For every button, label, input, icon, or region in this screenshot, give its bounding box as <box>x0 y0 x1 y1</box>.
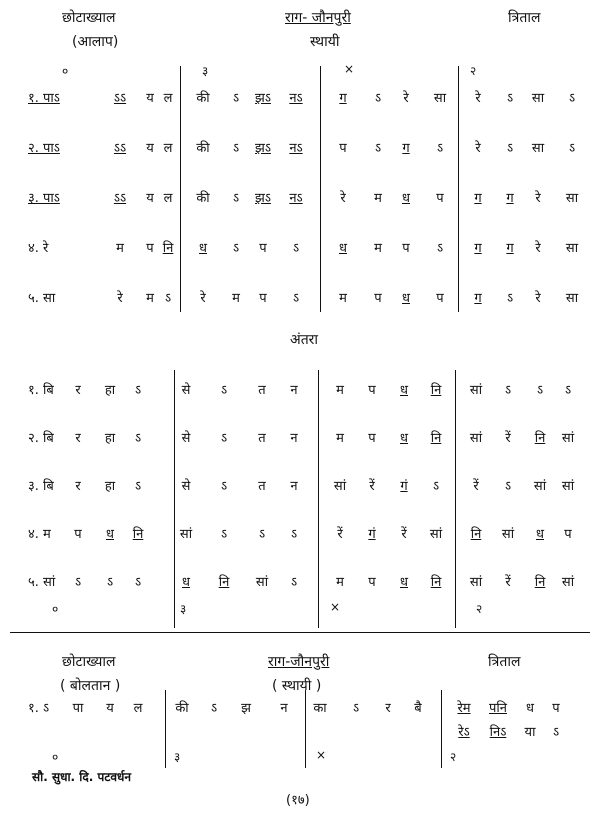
antara-note: प <box>368 383 376 398</box>
sthayi-note: ग <box>474 241 482 256</box>
antara-note: प <box>368 575 376 590</box>
antara-note: हा <box>104 383 116 398</box>
sthayi-note: ध <box>402 291 410 306</box>
sthayi-note: झऽ <box>255 191 271 206</box>
antara-note: सां <box>255 575 269 590</box>
boltan-note: ऽ <box>352 701 360 716</box>
antara-note: ऽ <box>220 527 228 542</box>
sthayi-note: सा <box>531 141 545 156</box>
antara-row-label: २. बि <box>28 431 54 446</box>
sthayi-note: नऽ <box>289 141 303 156</box>
antara-note: प <box>74 527 82 542</box>
sthayi-note: ऽ <box>232 191 240 206</box>
antara-note: सां <box>501 527 515 542</box>
antara-row-label: ३. बि <box>28 479 54 494</box>
section2-raga-title: राग-जौनपुरी <box>268 654 330 670</box>
antara-note: ऽ <box>290 527 298 542</box>
sthayi-note: रे <box>403 91 409 106</box>
sthayi-row-label: २. पाऽ <box>28 141 60 156</box>
antara-note: नि <box>430 383 442 398</box>
antara-note: ध <box>182 575 190 590</box>
antara-note: न <box>290 431 298 446</box>
sthayi-note: ऽ <box>292 291 300 306</box>
sthayi-note: ऽ <box>164 291 172 306</box>
sthayi-note: नऽ <box>289 91 303 106</box>
antara-note: नि <box>430 575 442 590</box>
boltan-note: न <box>280 701 288 716</box>
sthayi-note: रे <box>340 191 346 206</box>
section2-sthayi-label: ( स्थायी ) <box>272 678 322 694</box>
sthayi-note: ऽ <box>374 91 382 106</box>
antara-note: सां <box>561 479 575 494</box>
sthayi-note: य <box>146 141 154 156</box>
antara-note: ऽ <box>504 383 512 398</box>
antara-note: ध <box>400 383 408 398</box>
boltan-vbar-1 <box>165 690 166 768</box>
sthayi-note: रे <box>117 291 123 306</box>
boltan-note: य <box>106 701 114 716</box>
sthayi-note: प <box>146 241 154 256</box>
sthayi-note: रे <box>535 241 541 256</box>
beat-mark: ० <box>52 602 59 616</box>
sthayi-note: म <box>339 291 347 306</box>
antara-vbar-3 <box>455 370 456 628</box>
antara-row-label: १. बि <box>28 383 54 398</box>
antara-note: नि <box>132 527 144 542</box>
sthayi-note: ऽ <box>436 141 444 156</box>
sthayi-note: नि <box>162 241 174 256</box>
antara-note: म <box>336 575 344 590</box>
antara-row-label: ४. म <box>28 527 51 542</box>
boltan-vbar-3 <box>441 690 442 768</box>
sthayi-note: सा <box>565 191 579 206</box>
sthayi-note: ध <box>199 241 207 256</box>
sthayi-note: प <box>339 141 347 156</box>
boltan-note: पा <box>72 701 84 716</box>
sthayi-note: ऽ <box>292 241 300 256</box>
sthayi-note: की <box>196 191 210 206</box>
antara-note: नि <box>430 431 442 446</box>
section1-left-subtitle: (आलाप) <box>72 34 119 50</box>
antara-note: म <box>336 383 344 398</box>
antara-note: ऽ <box>134 431 142 446</box>
sthayi-note: ऽऽ <box>113 91 127 106</box>
sthayi-note: ल <box>163 91 173 106</box>
boltan-note-top: ध <box>526 701 534 716</box>
antara-note: सां <box>429 527 443 542</box>
antara-vbar-1 <box>174 370 175 628</box>
sthayi-row-label: ५. सा <box>28 291 56 306</box>
antara-note: ऽ <box>258 527 266 542</box>
antara-note: ऽ <box>536 383 544 398</box>
sthayi-vbar-2 <box>320 66 321 312</box>
antara-note: ध <box>536 527 544 542</box>
beat-mark: २ <box>476 602 483 616</box>
antara-note: नि <box>470 527 482 542</box>
sthayi-note: प <box>436 291 444 306</box>
sthayi-note: ऽ <box>506 91 514 106</box>
sthayi-note: ध <box>339 241 347 256</box>
antara-note: रें <box>369 479 375 494</box>
boltan-note-top: पनि <box>489 701 507 716</box>
antara-note: ऽ <box>220 479 228 494</box>
antara-title: अंतरा <box>290 332 319 348</box>
sthayi-note: झऽ <box>255 141 271 156</box>
sthayi-note: सा <box>565 291 579 306</box>
sthayi-note: य <box>146 91 154 106</box>
antara-note: गं <box>368 527 376 542</box>
sthayi-note: य <box>146 191 154 206</box>
boltan-note: र <box>385 701 391 716</box>
sthayi-note: ग <box>474 191 482 206</box>
section1-taal-title: त्रिताल <box>508 10 541 26</box>
sthayi-note: नऽ <box>289 191 303 206</box>
antara-note: सां <box>333 479 347 494</box>
antara-note: त <box>258 383 266 398</box>
antara-note: ध <box>400 575 408 590</box>
boltan-note: की <box>175 701 189 716</box>
sthayi-note: ऽ <box>436 241 444 256</box>
sthayi-note: ऽ <box>232 241 240 256</box>
sthayi-note: म <box>232 291 240 306</box>
boltan-row-label: १. ऽ <box>28 701 50 716</box>
sthayi-note: ऽ <box>506 141 514 156</box>
boltan-note: का <box>313 701 327 716</box>
section2-left-title: छोटाख्याल <box>62 654 116 670</box>
boltan-note: ल <box>133 701 143 716</box>
antara-note: ऽ <box>432 479 440 494</box>
page-number: (१७) <box>286 793 310 808</box>
sthayi-note: रे <box>535 291 541 306</box>
boltan-note-top: रेम <box>457 701 471 716</box>
section2-taal-title: त्रिताल <box>488 654 521 670</box>
beat-mark: × <box>344 62 355 76</box>
boltan-note: बै <box>414 701 422 716</box>
beat-mark: × <box>330 600 341 614</box>
antara-note: रें <box>401 527 407 542</box>
beat-mark: ० <box>52 750 59 764</box>
antara-note: ध <box>106 527 114 542</box>
boltan-note: झ <box>241 701 251 716</box>
sthayi-note: ऽ <box>374 141 382 156</box>
sthayi-note: प <box>402 241 410 256</box>
antara-note: सां <box>533 479 547 494</box>
antara-note: र <box>75 383 81 398</box>
antara-note: से <box>181 431 191 446</box>
sthayi-note: ग <box>339 91 347 106</box>
section2-left-subtitle: ( बोलतान ) <box>60 678 121 694</box>
sthayi-note: ऽ <box>232 141 240 156</box>
antara-note: हा <box>104 431 116 446</box>
sthayi-note: ऽ <box>506 291 514 306</box>
sthayi-note: रे <box>475 141 481 156</box>
sthayi-note: ऽ <box>568 141 576 156</box>
sthayi-note: सा <box>433 91 447 106</box>
sthayi-note: सा <box>565 241 579 256</box>
antara-note: ऽ <box>134 383 142 398</box>
sthayi-note: झऽ <box>255 91 271 106</box>
sthayi-note: ध <box>402 191 410 206</box>
antara-note: ऽ <box>220 431 228 446</box>
sthayi-note: ऽऽ <box>113 191 127 206</box>
antara-note: रें <box>473 479 479 494</box>
sthayi-note: रे <box>475 91 481 106</box>
beat-mark: ० <box>62 64 69 78</box>
antara-note: त <box>258 479 266 494</box>
sthayi-note: म <box>116 241 124 256</box>
boltan-note-bottom: निऽ <box>489 725 507 740</box>
antara-note: सां <box>469 575 483 590</box>
sthayi-note: की <box>196 91 210 106</box>
antara-note: ऽ <box>290 575 298 590</box>
sthayi-note: ल <box>163 141 173 156</box>
sthayi-note: प <box>259 291 267 306</box>
antara-note: नि <box>534 575 546 590</box>
sthayi-note: रे <box>200 291 206 306</box>
antara-note: ऽ <box>134 479 142 494</box>
antara-note: गं <box>400 479 408 494</box>
boltan-vbar-2 <box>305 690 306 768</box>
sthayi-note: प <box>436 191 444 206</box>
sthayi-note: म <box>374 241 382 256</box>
antara-note: हा <box>104 479 116 494</box>
sthayi-note: ऽऽ <box>113 141 127 156</box>
antara-note: सां <box>561 575 575 590</box>
beat-mark: २ <box>450 750 457 764</box>
sthayi-row-label: १. पाऽ <box>28 91 60 106</box>
antara-row-label: ५. सां <box>28 575 56 590</box>
antara-note: नि <box>534 431 546 446</box>
antara-note: प <box>368 431 376 446</box>
section-divider <box>10 632 590 633</box>
boltan-note: ऽ <box>210 701 218 716</box>
boltan-note-bottom: ऽ <box>552 725 560 740</box>
sthayi-note: सा <box>531 91 545 106</box>
sthayi-row-label: ३. पाऽ <box>28 191 60 206</box>
antara-note: रें <box>337 527 343 542</box>
antara-note: रें <box>505 431 511 446</box>
antara-note: प <box>564 527 572 542</box>
sthayi-note: ग <box>474 291 482 306</box>
sthayi-note: प <box>259 241 267 256</box>
antara-note: ऽ <box>504 479 512 494</box>
antara-note: नि <box>218 575 230 590</box>
antara-note: सां <box>469 431 483 446</box>
beat-mark: × <box>316 748 327 762</box>
antara-note: ऽ <box>564 383 572 398</box>
antara-note: त <box>258 431 266 446</box>
sthayi-note: ऽ <box>568 91 576 106</box>
sthayi-note: ग <box>506 241 514 256</box>
sthayi-row-label: ४. रे <box>28 241 49 256</box>
antara-vbar-2 <box>318 370 319 628</box>
boltan-note-bottom: या <box>524 725 536 740</box>
sthayi-note: ग <box>506 191 514 206</box>
sthayi-note: प <box>374 291 382 306</box>
beat-mark: ३ <box>174 750 181 764</box>
beat-mark: २ <box>470 64 477 78</box>
sthayi-note: ल <box>163 191 173 206</box>
beat-mark: ३ <box>180 602 187 616</box>
beat-mark: ३ <box>202 64 209 78</box>
antara-note: रें <box>505 575 511 590</box>
antara-note: से <box>181 479 191 494</box>
antara-note: र <box>75 479 81 494</box>
sthayi-note: म <box>146 291 154 306</box>
section1-raga-title: राग- जौनपुरी <box>285 10 351 26</box>
antara-note: सां <box>561 431 575 446</box>
sthayi-note: ग <box>402 141 410 156</box>
antara-note: से <box>181 383 191 398</box>
sthayi-vbar-3 <box>458 66 459 312</box>
section1-left-title: छोटाख्याल <box>62 10 116 26</box>
sthayi-note: रे <box>535 191 541 206</box>
boltan-note-bottom: रेऽ <box>458 725 470 740</box>
sthayi-vbar-1 <box>180 66 181 312</box>
sthayi-note: की <box>196 141 210 156</box>
sthayi-note: ऽ <box>232 91 240 106</box>
antara-note: म <box>336 431 344 446</box>
section1-sthayi-label: स्थायी <box>310 34 340 50</box>
antara-note: र <box>75 431 81 446</box>
boltan-note-top: प <box>552 701 560 716</box>
antara-note: ऽ <box>220 383 228 398</box>
antara-note: न <box>290 383 298 398</box>
sthayi-note: म <box>374 191 382 206</box>
antara-note: ऽ <box>134 575 142 590</box>
antara-note: सां <box>179 527 193 542</box>
author-name: सौ. सुधा. दि. पटवर्धन <box>32 770 132 784</box>
antara-note: ऽ <box>106 575 114 590</box>
antara-note: ध <box>400 431 408 446</box>
antara-note: सां <box>469 383 483 398</box>
antara-note: ऽ <box>74 575 82 590</box>
antara-note: न <box>290 479 298 494</box>
